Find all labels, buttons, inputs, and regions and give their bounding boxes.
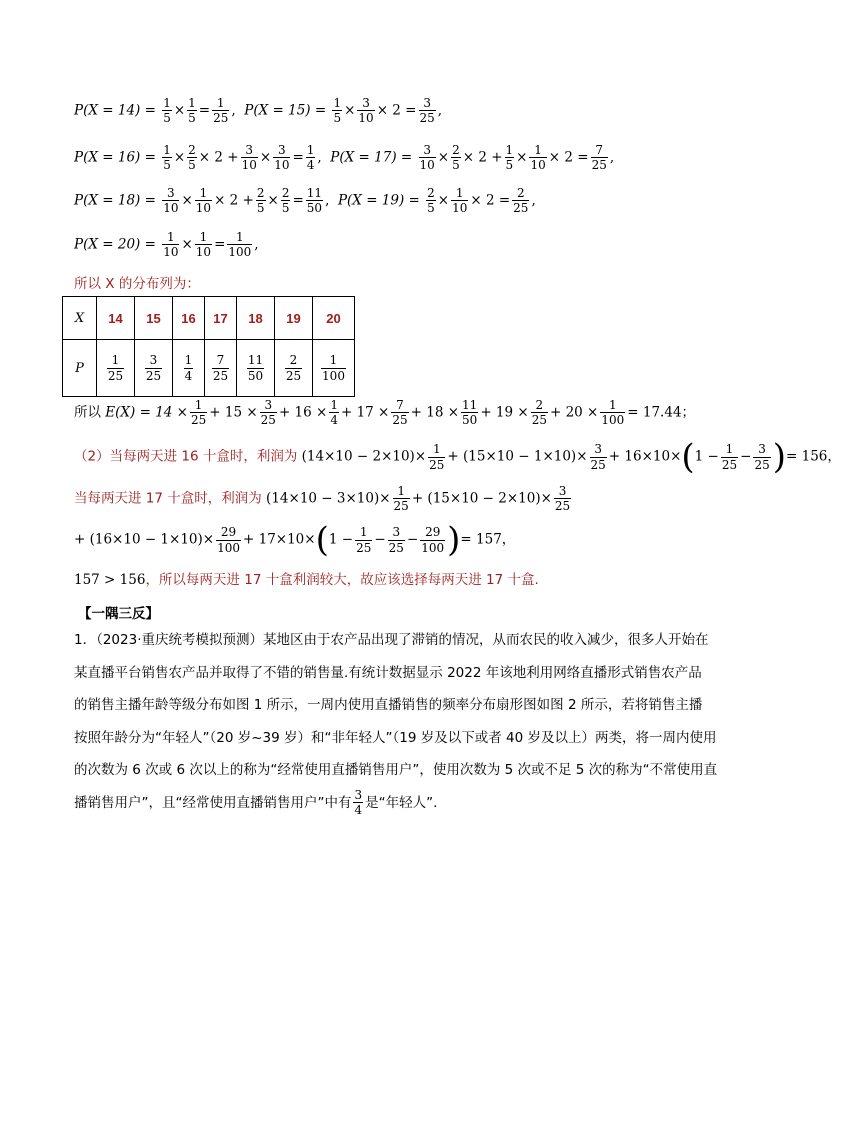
conclusion-line (74, 568, 539, 588)
table-cell: $\frac{1}{100}$ (313, 340, 355, 397)
p14-lhs: P(X = 14) = (74, 102, 156, 119)
table-row-p (63, 340, 355, 397)
table-row-x (63, 297, 355, 340)
table-cell: 19 (275, 297, 313, 340)
table-cell: 17 (205, 297, 237, 340)
table-cell: $\frac{3}{25}$ (135, 340, 173, 397)
problem-line: 按照年龄分为“年轻人”（20 岁~39 岁）和“非年轻人”（19 岁及以下或者 40 岁及以上）两类，将一周内使用 (74, 729, 717, 746)
part2-line-16: （2）当每两天进 16 十盒时，利润为 (14×10 − 2×10)× $\frac{1}{25}$ + (15×10 − 1×10)× $\frac{3}{25}$ + 16×10×(1 − $\frac{1}{25}$ − $\frac{3}{25}$ )= 156， (74, 437, 841, 477)
frac: $\frac{1}{5}$ (163, 96, 171, 126)
problem-paragraph (74, 624, 726, 819)
table-cell: $\frac{1}{25}$ (97, 340, 135, 397)
expectation-line: 所以 E(X) = 14 × $\frac{1}{25}$ + 15 × $\frac{3}{25}$ + 16 × $\frac{1}{4}$ + 17 × $\frac{7}{25}$ + 18 × $\frac{11}{50}$ + 19 × $\frac{2}{25}$ + 20 × $\frac{1}{100}$ = 17.44； (74, 398, 696, 428)
table-cell: 20 (313, 297, 355, 340)
problem-line: 1．（2023·重庆统考模拟预测）某地区由于农产品出现了滞销的情况，从而农民的收入减少，很多人开始在 (74, 632, 709, 648)
section-title: 【一隅三反】 (78, 606, 159, 622)
frac: $\frac{1}{5}$ (188, 96, 196, 126)
table-cell: $\frac{2}{25}$ (275, 340, 313, 397)
problem-line: 的次数为 6 次或 6 次以上的称为“经常使用直播销售用户”，使用次数为 5 次或不足 5 次的称为“不常使用直 (74, 762, 718, 778)
table-header-p: P (63, 340, 97, 397)
table-cell: 16 (173, 297, 205, 340)
table-header-x: X (63, 297, 97, 340)
conclusion-math: 157 > 156 (74, 572, 146, 588)
problem-line: 某直播平台销售农产品并取得了不错的销售量.有统计数据显示 2022 年该地利用网络直播形式销售农产品 (74, 664, 702, 681)
prob-line-14-15: P(X = 14) = $\frac{1}{5}$ × $\frac{1}{5}$ = $\frac{1}{25}$ , P(X = 15) = $\frac{1}{5}$ × $\frac{3}{10}$ × 2 = $\frac{3}{25}$ , (74, 96, 443, 126)
table-cell: 14 (97, 297, 135, 340)
frac: $\frac{1}{25}$ (213, 96, 229, 126)
distribution-intro: 所以 X 的分布列为： (74, 276, 200, 292)
table-cell: $\frac{7}{25}$ (205, 340, 237, 397)
problem-line-last: 播销售用户”，且“经常使用直播销售用户”中有 $\frac{3}{4}$ 是“年轻人”. (74, 787, 438, 817)
table-cell: $\frac{11}{50}$ (237, 340, 275, 397)
p15-lhs: P(X = 15) = (244, 102, 327, 119)
part2-line-17-cont: + (16×10 − 1×10)× $\frac{29}{100}$ + 17×10×(1 − $\frac{1}{25}$ − $\frac{3}{25}$ − $\frac{29}{100}$ )= 157， (74, 520, 516, 560)
part2-line-17: 当每两天进 17 十盒时，利润为 (14×10 − 3×10)× $\frac{1}{25}$ + (15×10 − 2×10)× $\frac{3}{25}$ (74, 484, 571, 514)
distribution-table (62, 296, 355, 397)
prob-line-18-19: P(X = 18) = $\frac{3}{10}$ × $\frac{1}{10}$ × 2 + $\frac{2}{5}$ × $\frac{2}{5}$ = $\frac{11}{50}$ , P(X = 19) = $\frac{2}{5}$ × $\frac{1}{10}$ × 2 = $\frac{2}{25}$ , (74, 186, 536, 216)
prob-line-20: P(X = 20) = $\frac{1}{10}$ × $\frac{1}{10}$ = $\frac{1}{100}$ , (74, 230, 259, 260)
problem-line: 的销售主播年龄等级分布如图 1 所示，一周内使用直播销售的频率分布扇形图如图 2 所示，若将销售主播 (74, 697, 703, 713)
table-cell: 15 (135, 297, 173, 340)
prob-line-16-17: P(X = 16) = $\frac{1}{5}$ × $\frac{2}{5}$ × 2 + $\frac{3}{10}$ × $\frac{3}{10}$ = $\frac{1}{4}$ , P(X = 17) = $\frac{3}{10}$ × $\frac{2}{5}$ × 2 + $\frac{1}{5}$ × $\frac{1}{10}$ × 2 = $\frac{7}{25}$ , (74, 143, 615, 173)
table-cell: 18 (237, 297, 275, 340)
table-cell: $\frac{1}{4}$ (173, 340, 205, 397)
conclusion-text: ，所以每两天进 17 十盒利润较大，故应该选择每两天进 17 十盒. (145, 572, 539, 588)
